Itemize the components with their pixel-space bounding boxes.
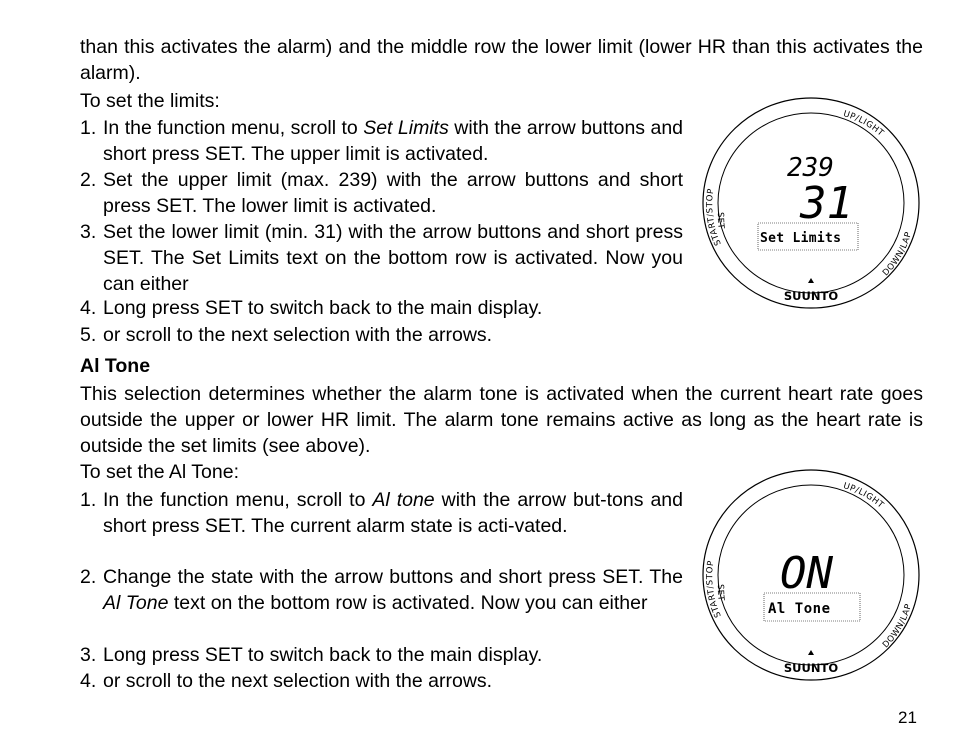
lcd-middle-value: ON (780, 548, 833, 599)
step-text: or scroll to the next selection with the arrows. (103, 670, 493, 692)
list-number: 1. (80, 117, 97, 139)
list-number: 4. (80, 670, 97, 692)
list-item (80, 487, 683, 539)
step-text: Change the state with the arrow buttons and short press SET. The (103, 566, 683, 588)
step-text: with the arrow buttons and short press SET. The upper limit is activated. (103, 117, 684, 165)
al-tone-intro: To set the Al Tone: (80, 461, 239, 483)
watch-illustration-al-tone (700, 466, 922, 684)
list-number: 4. (80, 297, 97, 319)
watch-illustration-set-limits (700, 94, 922, 312)
list-number: 5. (80, 324, 97, 346)
step-text: Set the lower limit (min. 31) with the arrow buttons and short press SET. The Set Limits text on the bottom row is activated. Now you can either (103, 221, 683, 295)
step-emphasis: Al tone (372, 489, 435, 511)
step-text: with the arrow but-tons and short press SET. The current alarm state is acti-vated. (103, 489, 683, 537)
up-light-label: UP/LIGHT (842, 109, 886, 139)
list-number: 3. (80, 644, 97, 666)
page-number: 21 (898, 708, 917, 727)
step-text: or scroll to the next selection with the arrows. (103, 324, 493, 346)
list-item (80, 219, 683, 297)
list-number: 1. (80, 489, 97, 511)
start-stop-label: START/STOP (705, 559, 724, 619)
brand-logo: SUUNTO (783, 661, 839, 675)
set-label: SET (714, 583, 726, 602)
down-lap-label: DOWN/LAP (880, 602, 915, 651)
al-tone-description: This selection determines whether the alarm tone is activated when the current heart rate goes outside the upper or lower HR limit. The alarm tone remains active as long as the heart rate is outside the set limits (see above). (80, 383, 923, 457)
lcd-top-value: 239 (787, 153, 834, 183)
list-item (80, 115, 683, 167)
list-item (80, 167, 683, 219)
step-text: Set the upper limit (max. 239) with the arrow buttons and short press SET. The lower limit is activated. (103, 169, 683, 217)
lcd-middle-value: 31 (800, 178, 853, 229)
list-number: 2. (80, 169, 97, 191)
step-emphasis: Set Limits (363, 117, 449, 139)
step-text: In the function menu, scroll to (103, 117, 364, 139)
start-stop-label: START/STOP (705, 187, 724, 247)
step-text: Long press SET to switch back to the main display. (103, 297, 543, 319)
list-item (80, 564, 683, 616)
step-text: Long press SET to switch back to the main display. (103, 644, 543, 666)
lcd-bottom-text: Set Limits (760, 231, 842, 246)
intro-paragraph: than this activates the alarm) and the middle row the lower limit (lower HR than this activates the alarm). (80, 36, 923, 84)
set-label: SET (714, 211, 726, 230)
step-emphasis: Al Tone (103, 592, 169, 614)
list-number: 2. (80, 566, 97, 588)
list-number: 3. (80, 221, 97, 243)
up-light-label: UP/LIGHT (842, 481, 886, 511)
list-item (80, 322, 923, 348)
brand-logo: SUUNTO (783, 289, 839, 303)
lcd-bottom-text: Al Tone (768, 601, 831, 617)
down-lap-label: DOWN/LAP (880, 230, 915, 279)
step-text: In the function menu, scroll to (103, 489, 373, 511)
set-limits-intro: To set the limits: (80, 90, 220, 112)
step-text: text on the bottom row is activated. Now you can either (168, 592, 648, 614)
section-heading: Al Tone (80, 355, 151, 377)
